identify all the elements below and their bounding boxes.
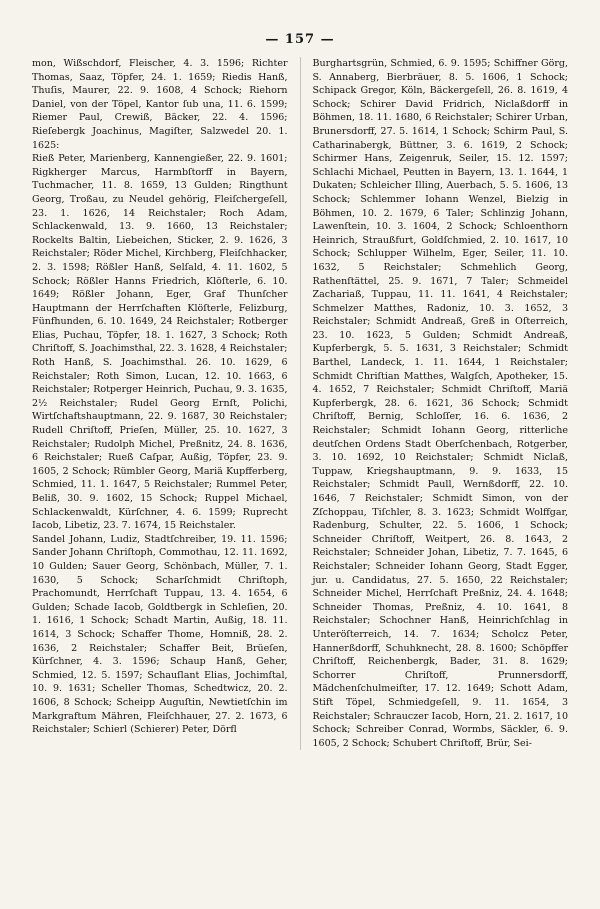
paragraph: mon, Wißschdorf, Fleischer, 4. 3. 1596; Richter Thomas, Saaz, Töpfer, 24. 1. 1659; Riedis Hanß, Thuſis, Maurer, 22. 9. 1608, 4 Schock; Riehorn Daniel, von der Töpel, Kantor ſub una, 11. 6. 1599; Riemer Paul, Crewiß, Bäcker, 22. 4. 1596; Rieſebergk Joachinus, Magiſter, Salzwedel 20. 1. 1625: bbox=[32, 58, 288, 151]
paragraph: Sandel Johann, Ludiz, Stadtſchreiber, 19. 11. 1596; Sander Johann Chriſtoph, Commothau, 12. 11. 1692, 10 Gulden; Sauer Georg, Schönbach, Müller, 7. 1. 1630, 5 Schock; Scharſchmidt Chriſtoph, Prachomundt, Herrſchaft Tuppau, 13. 4. 1654, 6 Gulden; Schade Iacob, Goldtbergk in Schleſien, 20. 1. 1616, 1 Schock; Schadt Martin, Außig, 18. 11. 1614, 3 Schock; Schaffer Thome, Homniß, 28. 2. 1636, 2 Reichstaler; Schaffer Beit, Brüeſen, Kürſchner, 4. 3. 1596; Schaup Hanß, Geher, Schmied, 12. 5. 1597; Schauſlant Elias, Jochimſtal, 10. 9. 1631; Scheller Thomas, Schedtwicz, 20. 2. 1606, 8 Schock; Scheipp Auguſtin, Newtietſchin im Markgraftum Mähren, Fleiſchhauer, 27. 2. 1673, 6 Reichstaler; Schierl (Schierer) Peter, Dörfl bbox=[32, 533, 288, 736]
column-divider bbox=[300, 57, 301, 750]
paragraph: Rieß Peter, Marienberg, Kannengießer, 22. 9. 1601; Rigkherger Marcus, Harmbſtorff in Bayern, Tuchmacher, 11. 8. 1659, 13 Gulden; Ringthunt Georg, Troßau, zu Neudel gehörig, Fleiſchergeſell, 23. 1. 1626, 14 Reichstaler; Roch Adam, Schlackenwald, 13. 9. 1660, 13 Reichstaler; Rockelts Baltin, Liebeichen, Sticker, 2. 9. 1626, 3 Reichstaler; Röder Michel, Kirchberg, Fleiſchhacker, 2. 3. 1598; Rößler Hanß, Selſald, 4. 11. 1602, 5 Schock; Rößler Hanns Friedrich, Klöſterle, 6. 10. 1649; Rößler Johann, Eger, Graf Thunſcher Hauptmann der Herrſchaften Klöſterle, Felizburg, Fünfhunden, 6. 10. 1649, 24 Reichstaler; Rotberger Elias, Puchau, Töpfer, 18. 1. 1627, 3 Schock; Roth Chriſtoff, S. Joachimsthal, 22. 3. 1628, 4 Reichstaler; Roth Hanß, S. Joachimsthal. 26. 10. 1629, 6 Reichstaler; Roth Simon, Lucan, 12. 10. 1663, 6 Reichstaler; Rotperger Heinrich, Puchau, 9. 3. 1635, 2½ Reichstaler; Rudel Georg Ernſt, Polichi, Wirtſchaftshauptmann, 22. 9. 1687, 30 Reichstaler; Rudell Chriſtoff, Prieſen, Müller, 25. 10. 1627, 3 Reichstaler; Rudolph Michel, Preßnitz, 24. 8. 1636, 6 Reichstaler; Rueß Caſpar, Außig, Töpfer, 23. 9. 1605, 2 Schock; Rümbler Georg, Mariä Kupfferberg, Schmied, 11. 1. 1647, 5 Reichstaler; Rummel Peter, Beliß, 30. 9. 1602, 15 Schock; Ruppel Michael, Schlackenwaldt, Kürſchner, 4. 6. 1599; Ruprecht Iacob, Libetiz, 23. 7. 1674, 15 Reichstaler. bbox=[32, 153, 288, 532]
left-column bbox=[32, 57, 288, 750]
page-number: — 157 — bbox=[265, 32, 335, 47]
text-columns bbox=[32, 57, 568, 750]
right-column bbox=[312, 57, 568, 750]
paragraph: Burghartsgrün, Schmied, 6. 9. 1595; Schiffner Görg, S. Annaberg, Bierbräuer, 8. 5. 1606, 1 Schock; Schipack Gregor, Köln, Bäckergeſell, 26. 8. 1619, 4 Schock; Schirer David Fridrich, Niclaßdorff in Böhmen, 18. 11. 1680, 6 Reichstaler; Schirer Urban, Brunersdorff, 27. 5. 1614, 1 Schock; Schirm Paul, S. Catharinabergk, Büttner, 3. 6. 1619, 2 Schock; Schirmer Hans, Zeigenruk, Seiler, 15. 12. 1597; Schlachi Michael, Peutten in Bayern, 13. 1. 1644, 1 Dukaten; Schleicher Illing, Auerbach, 5. 5. 1606, 13 Schock; Schlemmer Iohann Wenzel, Bielzig in Böhmen, 10. 2. 1679, 6 Taler; Schlinzig Johann, Lawenſtein, 10. 3. 1604, 2 Schock; Schloenthorn Heinrich, Straußfurt, Goldſchmied, 2. 10. 1617, 10 Schock; Schlupper Wilhelm, Eger, Seiler, 11. 10. 1632, 5 Reichstaler; Schmehlich Georg, Rathenſtättel, 25. 9. 1671, 7 Taler; Schmeidel Zachariaß, Tuppau, 11. 11. 1641, 4 Reichstaler; Schmelzer Matthes, Radoniz, 10. 3. 1652, 3 Reichstaler; Schmidt Andreaß, Greß in Oſterreich, 23. 10. 1623, 5 Gulden; Schmidt Andreaß, Kupferbergk, 5. 5. 1631, 3 Reichstaler; Schmidt Barthel, Landeck, 1. 11. 1644, 1 Reichstaler; Schmidt Chriſtian Matthes, Walgſch, Apotheker, 15. 4. 1652, 7 Reichstaler; Schmidt Chriſtoff, Mariä Kupferbergk, 28. 6. 1621, 36 Schock; Schmidt Chriſtoff, Bernig, Schloſſer, 16. 6. 1636, 2 Reichstaler; Schmidt Iohann Georg, ritterliche deutſchen Ordens Stadt Oberſchenbach, Rotgerber, 3. 10. 1692, 10 Reichstaler; Schmidt Niclaß, Tuppaw, Kriegshauptmann, 9. 9. 1633, 15 Reichstaler; Schmidt Paull, Wernßdorff, 22. 10. 1646, 7 Reichstaler; Schmidt Simon, von der Zſchoppau, Tiſchler, 8. 3. 1623; Schmidt Wolffgar, Radenburg, Schulter, 22. 5. 1606, 1 Schock; Schneider Chriſtoff, Weitpert, 26. 8. 1643, 2 Reichstaler; Schneider Johan, Libetiz, 7. 7. 1645, 6 Reichstaler; Schneider Iohann Georg, Stadt Egger, jur. u. Candidatus, 27. 5. 1650, 22 Reichstaler; Schneider Michel, Herrſchaft Preßniz, 24. 4. 1648; Schneider Thomas, Preßniz, 4. 10. 1641, 8 Reichstaler; Schochner Hanß, Heinrichſchlag in Unteröſterreich, 14. 7. 1634; Scholcz Peter, Hannerßdorff, Schuhknecht, 28. 8. 1600; Schöpffer Chriſtoff, Reichenbergk, Bader, 31. 8. 1629; Schorrer Chriſtoff, Prunnersdorff, Mädchenſchulmeiſter, 17. 12. 1649; Schott Adam, Stift Töpel, Schmiedgeſell, 9. 11. 1654, 3 Reichstaler; Schrauczer Iacob, Horn, 21. 2. 1617, 10 Schock; Schreiber Conrad, Wormbs, Säckler, 6. 9. 1605, 2 Schock; Schubert Chriſtoff, Brür, Sei- bbox=[312, 58, 568, 749]
